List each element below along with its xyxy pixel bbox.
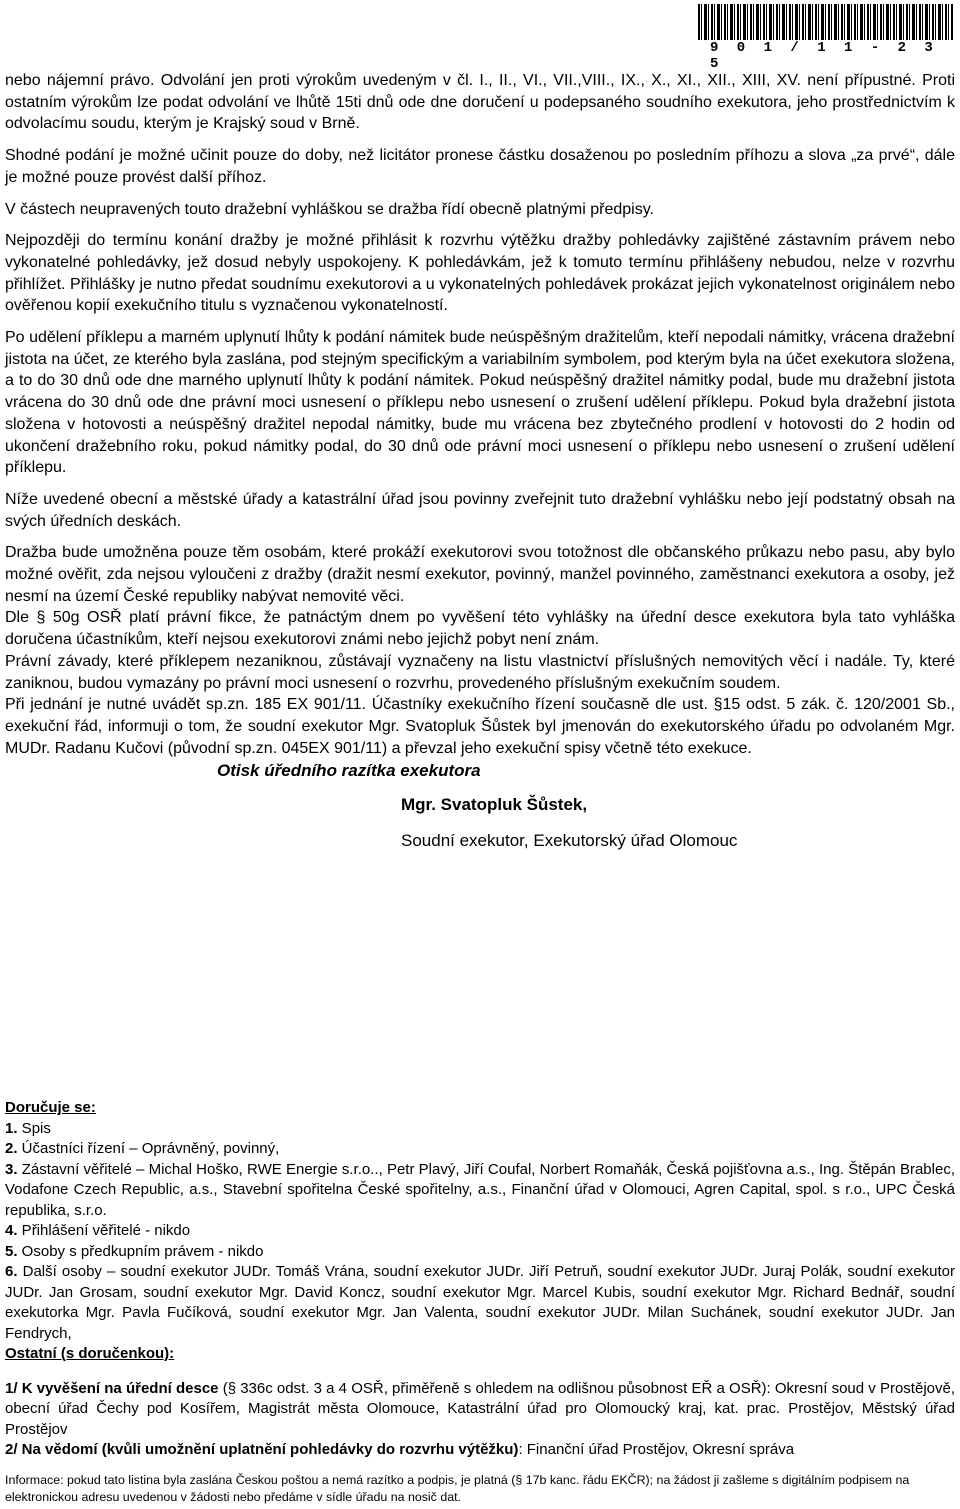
- paragraph-identity: Dražba bude umožněna pouze těm osobám, které prokáží exekutorovi svou totožnost dle občanského průkazu nebo pasu, aby bylo možné ověřit, zda nejsou vyloučeni z dražby (dražit nesmí exekutor, povinný, manžel povinného, zaměstnanci exekutora a osoby, jež nesmí na území České republiky nabývat nemovité věci.: [5, 544, 955, 605]
- list-item: [5, 1139, 955, 1160]
- item-text: Účastníci řízení – Oprávněný, povinný,: [17, 1140, 280, 1157]
- item-text: Spis: [17, 1119, 51, 1137]
- item-heading: 2/ Na vědomí (kvůli umožnění uplatnění pohledávky do rozvrhu výtěžku): [5, 1441, 519, 1458]
- list-item: [5, 1221, 955, 1242]
- paragraph-general: V částech neupravených touto dražební vyhláškou se dražba řídí obecně platnými předpisy.: [5, 200, 654, 218]
- item-number: 3.: [5, 1160, 18, 1178]
- item-text: : Finanční úřad Prostějov, Okresní správa: [518, 1441, 795, 1458]
- paragraph-appeal: nebo nájemní právo. Odvolání jen proti výrokům uvedeným v čl. I., II., VI., VII.,VIII., IX., X., XI., XII., XIII, XV. není přípustné. Proti ostatním výrokům lze podat odvolání ve lhůtě 15ti dnů ode dne doručení u podepsaného soudního exekutora, jeho prostřednictvím k odvolacímu soudu, kterým je Krajský soud v Brně.: [5, 72, 955, 133]
- signature-title: Soudní exekutor, Exekutorský úřad Olomouc: [401, 831, 738, 851]
- list-item: [5, 1440, 955, 1461]
- other-heading: Ostatní (s doručenkou):: [5, 1345, 175, 1362]
- item-number: 6.: [5, 1263, 18, 1280]
- item-text: Další osoby – soudní exekutor JUDr. Tomáš Vrána, soudní exekutor JUDr. Jiří Petruň, soudní exekutor JUDr. Juraj Polák, soudní exekutor JUDr. Jan Grosam, soudní exekutor Mgr. David Koncz, soudní exekutor Mgr. Marcel Kubis, soudní exekutor Mgr. Richard Bednář, soudní exekutorka Mgr. Pavla Fučíková, soudní exekutor Mgr. Jan Valenta, soudní exekutor JUDr. Milan Suchánek, soudní exekutor JUDr. Jan Fendrych,: [5, 1263, 955, 1342]
- barcode: [698, 4, 953, 40]
- list-item: [5, 1242, 955, 1263]
- paragraph-publication: Níže uvedené obecní a městské úřady a katastrální úřad jsou povinny zveřejnit tuto dražební vyhlášku nebo její podstatný obsah na svých úředních deskách.: [5, 490, 955, 530]
- distribution-heading: Doručuje se:: [5, 1099, 96, 1116]
- signature-name-text: Mgr. Svatopluk Šůstek,: [401, 795, 588, 815]
- item-number: 5.: [5, 1242, 18, 1260]
- paragraph-claims: Nejpozději do termínu konání dražby je možné přihlásit k rozvrhu výtěžku dražby pohledávky zajištěné zástavním právem nebo vykonatelné pohledávky, jež dosud nebyly uspokojeny. K pohledávkám, jež k tomuto termínu přihlášeny nebudou, nelze v rozvrhu přihlížet. Přihlášky je nutno předat soudnímu exekutorovi a u vykonatelných pohledávek prokázat jejich vykonatelnost originálem nebo ověřenou kopií exekučního titulu s vyznačenou vykonatelností.: [5, 232, 955, 315]
- paragraph-bid: Shodné podání je možné učinit pouze do doby, než licitátor pronese částku dosaženou po posledním příhozu a slova „za prvé“, dále je možné pouze provést další příhoz.: [5, 147, 955, 186]
- footer-note: Informace: pokud tato listina byla zaslána Českou poštou a nemá razítko a podpis, je platná (§ 17b kanc. řádu EKČR); na žádost ji zašleme s digitálním podpisem na elektronickou adresu uvedenou v žádosti nebo předáme v sídle úřadu na nosič dat.: [5, 1473, 910, 1504]
- list-item: [5, 1262, 955, 1344]
- stamp-note: Otisk úředního razítka exekutora: [217, 761, 481, 781]
- paragraph-fiction: Dle § 50g OSŘ platí právní fikce, že patnáctým dnem po vyvěšení této vyhlášky na úřední desce exekutora byla tato vyhláška doručena účastníkům, kteří nejsou exekutorovi známi nebo jejichž pobyt není znám.: [5, 609, 955, 649]
- signature-name: [5, 792, 955, 818]
- item-heading: 1/ K vyvěšení na úřední desce: [5, 1379, 219, 1397]
- list-item: [5, 1119, 955, 1140]
- paragraph-defects: Právní závady, které příklepem nezaniknou, zůstávají vyznačeny na listu vlastnictví příslušných nemovitých věcí i nadále. Ty, které zaniknou, budou vymazány po právní moci usnesení o rozvrhu, provedeného příslušným exekučním soudem.: [5, 652, 955, 692]
- item-text: Zástavní věřitelé – Michal Hoško, RWE Energie s.r.o.., Petr Plavý, Jiří Coufal, Norbert Romaňák, Česká pojišťovna a.s., Ing. Štěpán Brablec, Vodafone Czech Republic, a.s., Stavební spořitelna České spořitelny, a.s., Finanční úřad v Olomouci, Agren Capital, spol. s r.o., UPC Česká republika, s.r.o.: [5, 1160, 955, 1219]
- paragraph-case-number: Při jednání je nutné uvádět sp.zn. 185 EX 901/11. Účastníky exekučního řízení současně dle ust. §15 odst. 5 zák. č. 120/2001 Sb., exekuční řád, informuji o tom, že soudní exekutor Mgr. Svatopluk Šůstek byl jmenován do exekutorského úřadu po odvolaném Mgr. MUDr. Radanu Kučovi (původní sp.zn. 045EX 901/11) a převzal jeho exekuční spisy včetně této exekuce.: [5, 696, 955, 757]
- distribution-list: [5, 1098, 955, 1461]
- item-number: 1.: [5, 1119, 18, 1137]
- list-item: [5, 1160, 955, 1222]
- item-text: Osoby s předkupním právem - nikdo: [17, 1242, 264, 1260]
- paragraph-deposit: Po udělení příklepu a marném uplynutí lhůty k podání námitek bude neúspěšným dražitelům, kteří nepodali námitky, vrácena dražební jistota na účet, ze kterého byla zaslána, pod stejným specifickým a variabilním symbolem, pod kterým byla na účet exekutora složena, a to do 30 dnů ode dne marného uplynutí lhůty k podání námitek. Pokud neúspěšný dražitel námitky podal, bude mu dražební jistota vrácena do 30 dnů ode dne právní moci usnesení o příklepu nebo usnesení o zrušení udělení příklepu. Pokud byla dražební jistota složena v hotovosti a neúspěšný dražitel nepodal námitky, bude mu vrácena bez zbytečného prodlení v hotovosti do 2 hodin od ukončení dražebního roku, pokud námitky podal, do 30 dnů ode právní moci usnesení o příklepu nebo usnesení o zrušení udělení příklepu.: [5, 329, 955, 477]
- item-number: 4.: [5, 1222, 18, 1239]
- item-text: Přihlášení věřitelé - nikdo: [17, 1222, 191, 1239]
- barcode-number: 9 0 1 / 1 1 - 2 3 5: [710, 40, 938, 72]
- item-text: (§ 336c odst. 3 a 4 OSŘ, přiměřeně s ohledem na odlišnou působnost EŘ a OSŘ): Okresní soud v Prostějově, obecní úřad Čechy pod Kosířem, Magistrát města Olomouce, Katastrální úřad pro Olomoucký kraj, kat. prac. Prostějov, Městský úřad Prostějov: [5, 1379, 955, 1438]
- list-item: [5, 1379, 955, 1441]
- item-number: 2.: [5, 1140, 18, 1157]
- document-body: [5, 70, 955, 864]
